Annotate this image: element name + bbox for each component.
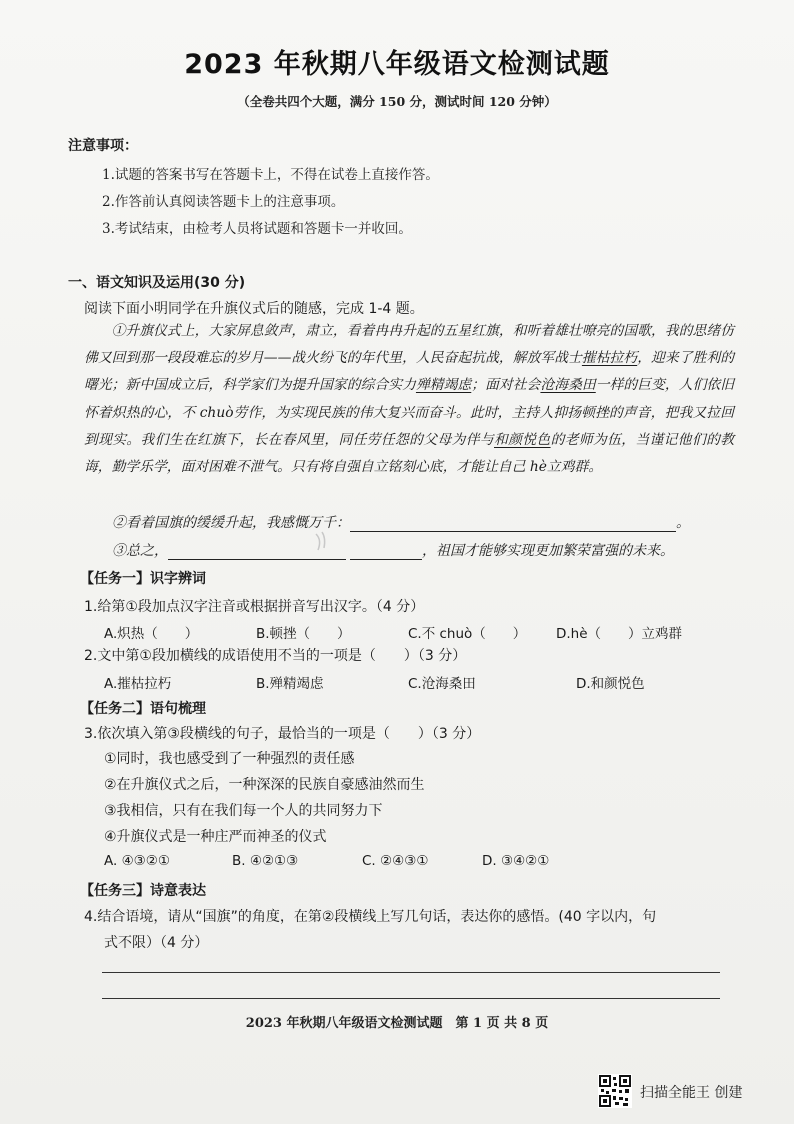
scan-smudge [312,530,330,554]
task-2-title: 语句梳理 [150,701,206,717]
answer-blank-para-3b[interactable] [350,545,422,560]
passage-text: ①升旗仪式上，大家屏息敛声，肃立，看着冉冉升起的五星红旗，和听着雄壮嘹亮的国歌，我的思绪仿佛又回到那一段段难忘的岁月——战火纷飞的年代里，人民奋起抗战，解放军战士 [84,323,734,367]
task-1-label: 【任务一】 [80,571,150,587]
task-1-heading [80,568,206,588]
q1-option-a: A.炽热（ ） [104,626,199,642]
task-2-label: 【任务二】 [80,701,150,717]
sentence-3: ③我相信，只有在我们每一个人的共同努力下 [104,803,383,819]
passage-text: ；面对社会 [471,377,541,394]
task-3-title: 诗意表达 [150,883,206,899]
sentence-2: ②在升旗仪式之后，一种深深的民族自豪感油然而生 [104,777,425,793]
sentence-1: ①同时，我也感受到了一种强烈的责任感 [104,751,355,767]
passage-paragraph-3 [112,540,674,560]
answer-line-1[interactable] [102,972,720,973]
passage-text: ，迎来了胜利的曙光；新中国成立后，科学家们为提升国家的综合实力 [84,350,735,394]
end-mark: 。 [676,515,690,531]
qr-code-icon [598,1074,632,1108]
q1-option-b: B.顿挫（ ） [256,626,351,642]
q2-option-c: C.沧海桑田 [408,676,476,692]
passage-paragraph-1 [84,318,734,481]
scanner-watermark-label: 扫描全能王 创建 [640,1085,743,1101]
notice-heading: 注意事项： [68,138,138,154]
notice-item-1: 1.试题的答案书写在答题卡上，不得在试卷上直接作答。 [102,167,439,183]
answer-line-2[interactable] [102,998,720,999]
question-4-line-2: 式不限）（4 分） [104,935,209,951]
underlined-idiom-3: 沧海桑田 [540,377,596,394]
exam-title: 2023 年秋期八年级语文检测试题 [184,49,610,80]
passage-paragraph-2 [112,512,690,532]
question-4-line-1: 4.结合语境，请从“国旗”的角度，在第②段横线上写几句话，表达你的感悟。(40 字以内，句 [84,909,657,925]
q3-option-d: D. ③④②① [482,853,550,869]
underlined-idiom-4: 和颜悦色 [494,431,551,448]
q3-option-c: C. ②④③① [362,853,429,869]
underlined-idiom-2: 殚精竭虑 [415,377,472,394]
question-3: 3.依次填入第③段横线的句子，最恰当的一项是（ ）（3 分） [84,726,481,742]
task-1-title: 识字辨词 [150,571,206,587]
section-1-heading: 一、语文知识及运用(30 分) [68,275,246,291]
task-3-label: 【任务三】 [80,883,150,899]
notice-item-3: 3.考试结束，由检考人员将试题和答题卡一并收回。 [102,221,412,237]
underlined-idiom-1: 摧枯拉朽 [581,350,638,367]
q3-option-a: A. ④③②① [104,853,170,869]
question-1: 1.给第①段加点汉字注音或根据拼音写出汉字。（4 分） [84,599,425,615]
q3-option-b: B. ④②①③ [232,853,299,869]
passage-text: 的老师为伍，当谨记他们的教诲，勤学乐学，面对困难不泄气。只有将自强自立铭刻心底，才能让自己 hè立鸡群。 [84,431,735,476]
paragraph-3-lead: ③总之， [112,543,168,559]
task-3-heading [80,880,206,900]
sentence-4: ④升旗仪式是一种庄严而神圣的仪式 [104,829,327,845]
paragraph-3-tail: ，祖国才能够实现更加繁荣富强的未来。 [422,543,674,559]
q2-option-b: B.殚精竭虑 [256,676,324,692]
task-2-heading [80,698,206,718]
question-2: 2.文中第①段加横线的成语使用不当的一项是（ ）（3 分） [84,648,467,664]
exam-subtitle: （全卷共四个大题，满分 150 分，测试时间 120 分钟） [237,94,557,109]
page-footer: 2023 年秋期八年级语文检测试题 第 1 页 共 8 页 [245,1016,549,1031]
notice-item-2: 2.作答前认真阅读答题卡上的注意事项。 [102,194,345,210]
answer-blank-para-2[interactable] [350,517,676,532]
passage-text: 一样的巨变，人们依旧怀着炽热的心，不 chuò劳作，为实现民族的伟大复兴而奋斗。此时，主持人抑扬顿挫的声音，把我又拉回到现实。我们生在红旗下，长在春风里，同任劳任怨的父母为伴与 [84,377,735,448]
section-1-intro: 阅读下面小明同学在升旗仪式后的随感，完成 1-4 题。 [84,301,424,317]
q1-option-c: C.不 chuò（ ） [408,626,527,642]
paragraph-2-text: ②看着国旗的缓缓升起，我感慨万千： [112,515,350,531]
q1-option-d: D.hè（ ）立鸡群 [556,626,683,642]
q2-option-d: D.和颜悦色 [576,676,645,692]
q2-option-a: A.摧枯拉朽 [104,676,172,692]
